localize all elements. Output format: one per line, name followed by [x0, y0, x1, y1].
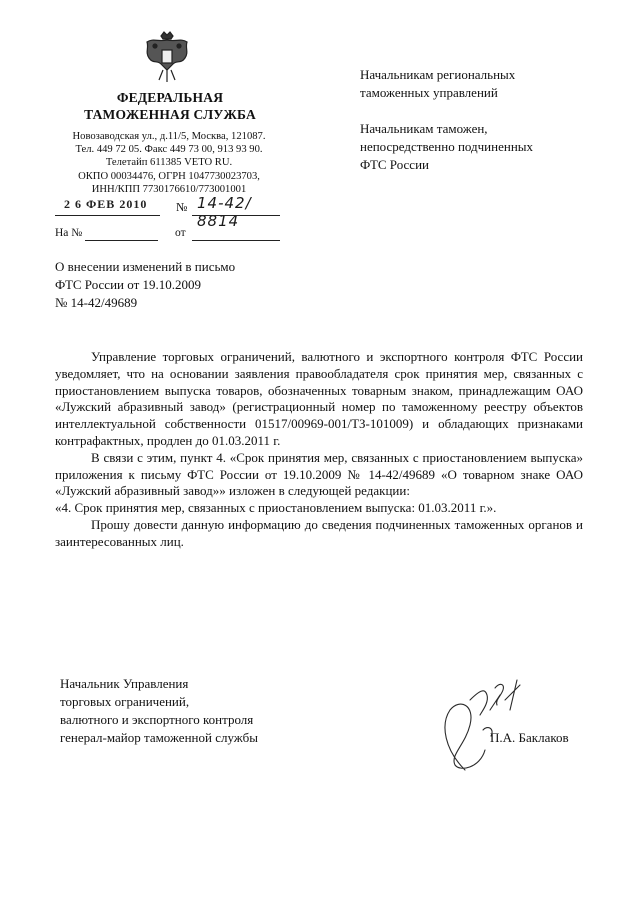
reference-row	[55, 227, 280, 245]
number-sign: №	[176, 200, 188, 214]
signer-title	[60, 675, 310, 747]
organization-name	[60, 89, 280, 123]
reference-label: На №	[55, 227, 83, 239]
recipient-line: непосредственно подчиненных	[360, 139, 534, 154]
org-name-line1: ФЕДЕРАЛЬНАЯ	[116, 90, 224, 105]
recipient-block	[360, 66, 600, 102]
emblem-icon	[141, 30, 193, 86]
body-paragraph: «4. Срок принятия мер, связанных с приостановлением выпуска: 01.03.2011 г.».	[55, 500, 497, 516]
reference-number-blank	[85, 240, 158, 241]
date-underline	[55, 215, 160, 216]
org-name-line2: ТАМОЖЕННАЯ СЛУЖБА	[84, 107, 256, 122]
recipient-block	[360, 120, 600, 174]
subject-line: ФТС России от 19.10.2009	[55, 277, 202, 292]
body-paragraph: Управление торговых ограничений, валютного и экспортного контроля ФТС России уведомляет, что на основании заявления правообладателя срок принятия мер, связанных с приостановлением выпуска товаров, обозначенных товарным знаком, принадлежащим ОАО «Лужский абразивный завод» (регистрационный номер по таможенному реестру объектов интеллектуальной собственности 01517/00969-001/ТЗ-101009) и обладающих признаками контрафактных, продлен до 01.03.2011 г.	[55, 349, 583, 448]
signer-title-line: торговых ограничений,	[60, 694, 190, 709]
address-line: Тел. 449 72 05. Факс 449 73 00, 913 93 90.	[75, 144, 263, 156]
outgoing-number-row	[55, 194, 280, 230]
number-underline	[192, 215, 280, 216]
address-line: Телетайп 611385 VETO RU.	[105, 157, 233, 169]
body-paragraph: Прошу довести данную информацию до сведения подчиненных таможенных органов и заинтересованных лиц.	[55, 516, 583, 549]
letter-subject	[55, 258, 335, 312]
recipient-line: таможенных управлений	[360, 85, 498, 100]
recipient-line: Начальникам таможен,	[360, 121, 488, 136]
reference-from-label: от	[175, 227, 186, 239]
date-stamp: 2 6 ФЕВ 2010	[64, 197, 148, 211]
outgoing-number: 14-42/ 8814	[197, 194, 252, 230]
letter-body	[55, 349, 583, 551]
signer-name: П.А. Баклаков	[490, 730, 569, 745]
subject-line: № 14-42/49689	[55, 295, 138, 310]
handwritten-signature	[425, 670, 555, 775]
address-line: ИНН/КПП 7730176610/773001001	[91, 183, 247, 195]
sender-address	[40, 130, 298, 196]
signer-title-line: валютного и экспортного контроля	[60, 712, 254, 727]
signer-title-line: Начальник Управления	[60, 676, 189, 691]
address-line: ОКПО 00034476, ОГРН 1047730023703,	[78, 170, 260, 182]
body-paragraph: В связи с этим, пункт 4. «Срок принятия мер, связанных с приостановлением выпуска» приложения к письму ФТС России от 19.10.2009 № 14-42/49689 «О товарном знаке ОАО «Лужский абразивный завод»» изложен в следующей редакции:	[55, 449, 583, 499]
recipient-line: Начальникам региональных	[360, 67, 516, 82]
recipient-line: ФТС России	[360, 157, 429, 172]
signer-title-line: генерал-майор таможенной службы	[60, 730, 258, 745]
subject-line: О внесении изменений в письмо	[55, 259, 236, 274]
reference-date-blank	[192, 240, 280, 241]
address-line: Новозаводская ул., д.11/5, Москва, 121087.	[72, 131, 266, 142]
